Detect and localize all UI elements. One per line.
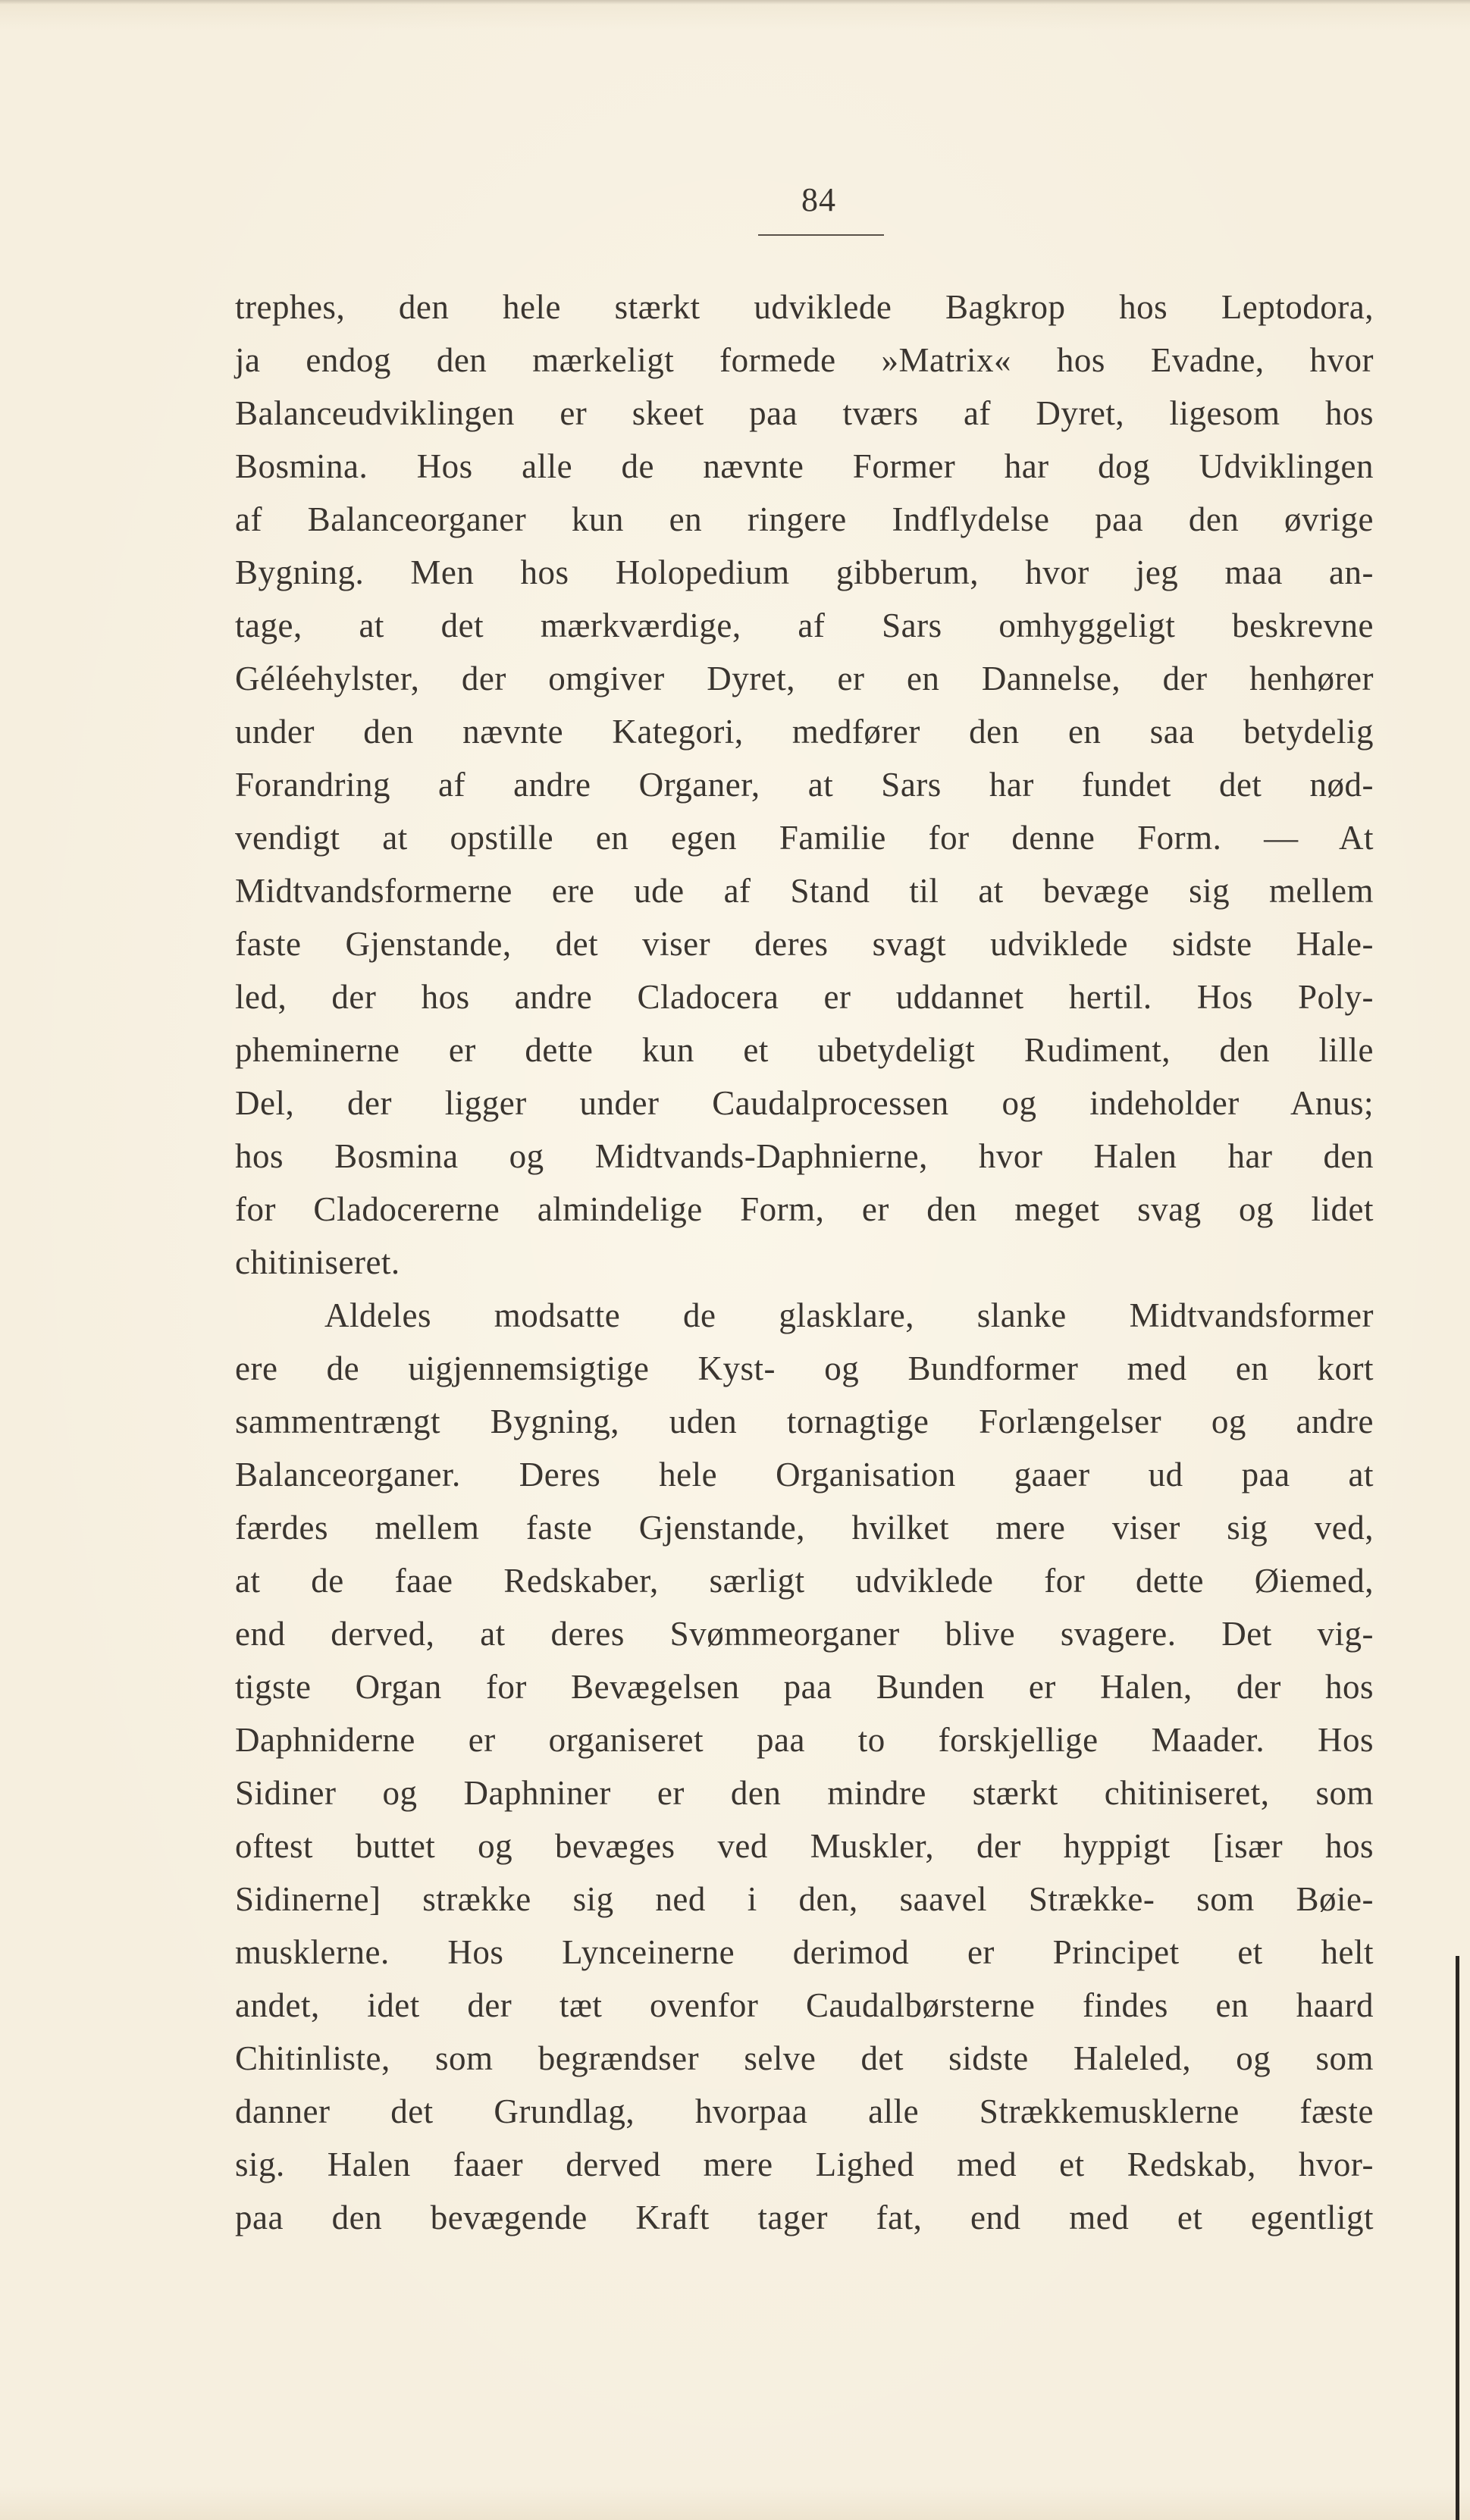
text-line: Chitinliste, som begrændser selve det sidste Haleled, og som [235,2039,1374,2077]
text-line: Géléehylster, der omgiver Dyret, er en Dannelse, der henhører [235,660,1374,697]
page-top-edge [0,0,1470,5]
text-line: Sidinerne] strække sig ned i den, saavel Strække- som Bøie- [235,1880,1374,1918]
text-line: at de faae Redskaber, særligt udviklede for dette Øiemed, [235,1562,1374,1600]
text-line: trephes, den hele stærkt udviklede Bagkrop hos Leptodora, [235,288,1374,326]
text-line: pheminerne er dette kun et ubetydeligt Rudiment, den lille [235,1031,1374,1069]
text-line: for Cladocererne almindelige Form, er den meget svag og lidet [235,1190,1374,1228]
text-line: hos Bosmina og Midtvands-Daphnierne, hvor Halen har den [235,1137,1374,1175]
text-line: færdes mellem faste Gjenstande, hvilket mere viser sig ved, [235,1509,1374,1547]
text-line: sig. Halen faaer derved mere Lighed med et Redskab, hvor- [235,2145,1374,2183]
text-line: under den nævnte Kategori, medfører den en saa betydelig [235,713,1374,751]
page-number: 84 [801,181,836,218]
text-line: Forandring af andre Organer, at Sars har fundet det nød- [235,766,1374,804]
text-line: tage, at det mærkværdige, af Sars omhyggeligt beskrevne [235,606,1374,644]
text-line: tigste Organ for Bevægelsen paa Bunden er Halen, der hos [235,1668,1374,1706]
page-binding-edge [1456,1956,1459,2520]
paragraph-start-line: Aldeles modsatte de glasklare, slanke Midtvandsformer [324,1296,1374,1334]
text-line: Del, der ligger under Caudalprocessen og indeholder Anus; [235,1084,1374,1122]
text-line: Balanceudviklingen er skeet paa tværs af Dyret, ligesom hos [235,394,1374,432]
text-line: paa den bevægende Kraft tager fat, end med et egentligt [235,2199,1374,2236]
text-line: Bosmina. Hos alle de nævnte Former har dog Udviklingen [235,447,1374,485]
text-line: ja endog den mærkeligt formede »Matrix« hos Evadne, hvor [235,341,1374,379]
text-line: Midtvandsformerne ere ude af Stand til at bevæge sig mellem [235,872,1374,910]
text-line: andet, idet der tæt ovenfor Caudalbørsterne findes en haard [235,1986,1374,2024]
text-line: end derved, at deres Svømmeorganer blive svagere. Det vig- [235,1615,1374,1653]
text-line: Daphniderne er organiseret paa to forskjellige Maader. Hos [235,1721,1374,1759]
text-line: sammentrængt Bygning, uden tornagtige Forlængelser og andre [235,1403,1374,1440]
text-line: led, der hos andre Cladocera er uddannet hertil. Hos Poly- [235,978,1374,1016]
text-line: Balanceorganer. Deres hele Organisation gaaer ud paa at [235,1456,1374,1494]
page-number-rule [758,234,884,236]
text-line: Bygning. Men hos Holopedium gibberum, hvor jeg maa an- [235,553,1374,591]
text-line: musklerne. Hos Lynceinerne derimod er Principet et helt [235,1933,1374,1971]
text-line: faste Gjenstande, det viser deres svagt udviklede sidste Hale- [235,925,1374,963]
body-text [235,281,1374,2244]
text-line: ere de uigjennemsigtige Kyst- og Bundformer med en kort [235,1349,1374,1387]
text-line: danner det Grundlag, hvorpaa alle Strækkemusklerne fæste [235,2092,1374,2130]
text-line: oftest buttet og bevæges ved Muskler, der hyppigt [især hos [235,1827,1374,1865]
text-line: vendigt at opstille en egen Familie for denne Form. — At [235,819,1374,857]
paragraph-end-line: chitiniseret. [235,1243,400,1281]
text-line: af Balanceorganer kun en ringere Indflydelse paa den øvrige [235,500,1374,538]
text-line: Sidiner og Daphniner er den mindre stærkt chitiniseret, som [235,1774,1374,1812]
